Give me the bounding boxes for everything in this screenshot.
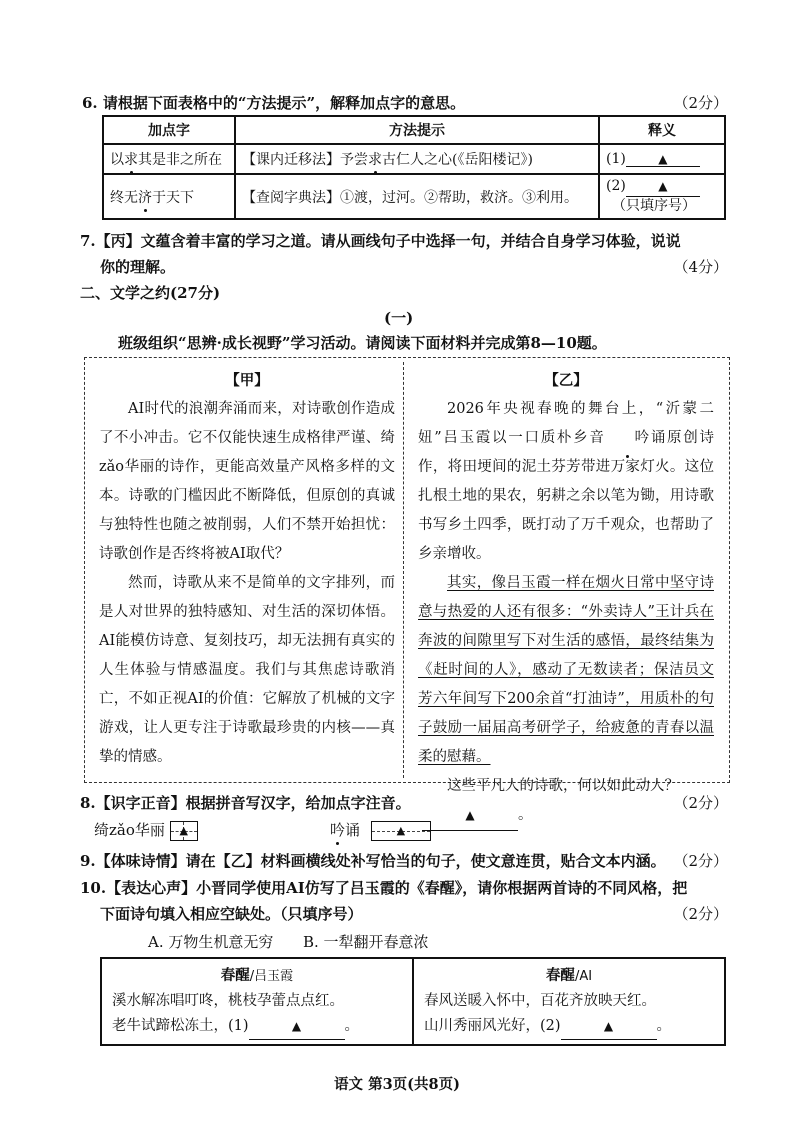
part1-intro: 班级组织“思辨·成长视野”学习活动。请阅读下面材料并完成第8—10题。 — [118, 334, 607, 352]
poem2-title-line — [424, 963, 714, 989]
q6-row1-method: 【课内迁移法】予尝求古仁人之心(《岳阳楼记》) — [235, 144, 599, 174]
q8-item1-text: 绮zǎo华丽 — [94, 821, 165, 839]
poem1-author: /吕玉霞 — [249, 969, 294, 984]
dotted-char: 济 — [138, 187, 152, 207]
material-jia-p1: AI时代的浪潮奔涌而来，对诗歌创作造成了不小冲击。它不仅能快速生成格律严谨、绮zǎo华丽的诗作，更能高效量产风格多样的文本。诗歌的门槛因此不断降低，但原创的真诚与独特性也随之被削弱，人们不禁开始担忧：诗歌创作是否终将被AI取代？ — [99, 401, 395, 562]
material-jia — [99, 366, 395, 772]
poem-ai — [413, 958, 725, 1045]
answer-blank[interactable]: ▲ — [422, 801, 518, 831]
part1-label: (一) — [384, 309, 414, 327]
poem2-line1: 春风送暖入怀中，百花齐放映天红。 — [424, 993, 656, 1009]
q6-header-method: 方法提示 — [235, 116, 599, 144]
material-jia-header: 【甲】 — [225, 372, 269, 389]
q7-line2: 你的理解。 — [100, 258, 176, 276]
material-yi-blank-line: ▲ 。 — [418, 801, 714, 831]
table-row — [103, 144, 725, 174]
q6-row2-method: 【查阅字典法】①渡，过河。②帮助，救济。③利用。 — [235, 174, 599, 219]
q10-options — [148, 931, 429, 952]
material-yi-p2 — [418, 569, 714, 772]
q10-poem-table — [100, 957, 726, 1046]
q6-header-meaning: 释义 — [599, 116, 725, 144]
material-jia-p2: 然而，诗歌从来不是简单的文字排列，而是人对世界的独特感知、对生活的深切体悟。AI能模仿诗意、复刻技巧，却无法拥有真实的人生体验与情感温度。我们与其焦虑诗歌消亡，不如正视AI的价值：它解放了机械的文字游戏，让人更专注于诗歌最珍贵的内核——真挚的情感。 — [99, 575, 395, 765]
q6-table — [102, 115, 726, 220]
poem1-title-line — [112, 963, 402, 989]
answer-blank[interactable]: ▲ — [249, 1014, 345, 1040]
pinyin-annotation-box[interactable]: ▲ — [371, 821, 431, 841]
poem-lv-yuxia — [101, 958, 413, 1045]
poem1-line2: 老牛试蹄松冻土，(1) ▲ 。 — [112, 1014, 402, 1040]
q8-score: （2分） — [673, 794, 728, 812]
poem2-title: 春醒 — [545, 967, 575, 984]
q6-text: 6. 请根据下面表格中的“方法提示”，解释加点字的意思。 — [82, 94, 466, 112]
q10-option-a: A. 万物生机意无穷 — [148, 933, 274, 951]
answer-blank[interactable]: ▲ — [561, 1014, 657, 1040]
dotted-char: 吟 — [606, 424, 650, 453]
pinyin-writing-box[interactable]: ▲ — [170, 821, 198, 841]
q9-score: （2分） — [673, 852, 728, 870]
q10-score: （2分） — [673, 905, 728, 923]
table-row — [103, 174, 725, 219]
poem1-title: 春醒 — [220, 967, 250, 984]
q7-line1: 7.【丙】文蕴含着丰富的学习之道。请从画线句子中选择一句，并结合自身学习体验，说说 — [80, 232, 681, 250]
q6-row2-phrase: 终无济于天下 — [103, 174, 235, 219]
section2-title: 二、文学之约(27分) — [80, 284, 221, 302]
q9-text: 9.【体味诗情】请在【乙】材料画横线处补写恰当的句子，使文意连贯，贴合文本内涵。 — [80, 852, 666, 870]
material-yi-header: 【乙】 — [544, 372, 588, 389]
poem2-line2: 山川秀丽风光好，(2) ▲ 。 — [424, 1014, 714, 1040]
page-footer: 语文 第3页(共8页) — [334, 1076, 460, 1093]
q8-item1 — [94, 819, 198, 841]
material-yi-p1: 2026年央视春晚的舞台上，“沂蒙二妞”吕玉霞以一口质朴乡音 吟诵原创诗作，将田埂间的泥土芬芳带进万家灯火。这位扎根土地的果农，躬耕之余以笔为锄，用诗歌书写乡土四季，既打动了万千观众，也帮助了乡亲增收。 — [418, 401, 715, 562]
answer-blank[interactable]: ▲ — [626, 177, 700, 197]
q6-table-header — [103, 116, 725, 144]
material-yi — [418, 366, 714, 831]
poem1-line1: 溪水解冻唱叮咚，桃枝孕蕾点点红。 — [112, 993, 344, 1009]
poem2-author: /AI — [574, 969, 593, 984]
answer-note: （只填序号） — [612, 198, 696, 214]
dotted-char: 求 — [124, 149, 138, 169]
q10-option-b: B. 一犁翻开春意浓 — [302, 933, 429, 951]
q8-text: 8.【识字正音】根据拼音写汉字，给加点字注音。 — [80, 794, 411, 812]
dotted-char: 求 — [368, 149, 382, 169]
underlined-text: 其实，像吕玉霞一样在烟火日常中坚守诗意与热爱的人还有很多：“外卖诗人”王计兵在奔波的间隙里写下对生活的感悟，最终结集为《赶时间的人》，感动了无数读者；保洁员文芳六年间写下200余首“打油诗”，用质朴的句子鼓励一届届高考研学子，给疲惫的青春以温柔的慰藉。 — [418, 575, 714, 765]
dotted-char: 吟 — [330, 821, 346, 839]
q6-score: （2分） — [673, 94, 728, 112]
material-yi-p3: 这些平凡人的诗歌，何以如此动人？ — [447, 778, 679, 794]
q6-row1-answer: (1) ▲ — [599, 144, 725, 174]
q8-item2: 吟诵 ▲ — [330, 819, 431, 841]
answer-blank[interactable]: ▲ — [626, 152, 700, 167]
q7-score: （4分） — [673, 258, 728, 276]
q6-row1-phrase: 以求其是非之所在 — [103, 144, 235, 174]
q6-row2-answer: (2) ▲ （只填序号） — [599, 174, 725, 219]
q10-line2: 下面诗句填入相应空缺处。（只填序号） — [100, 905, 363, 923]
q6-header-char: 加点字 — [103, 116, 235, 144]
table-row — [101, 958, 725, 1045]
materials-divider — [403, 362, 404, 778]
q10-line1: 10.【表达心声】小晋同学使用AI仿写了吕玉霞的《春醒》，请你根据两首诗的不同风格，把 — [80, 879, 688, 897]
